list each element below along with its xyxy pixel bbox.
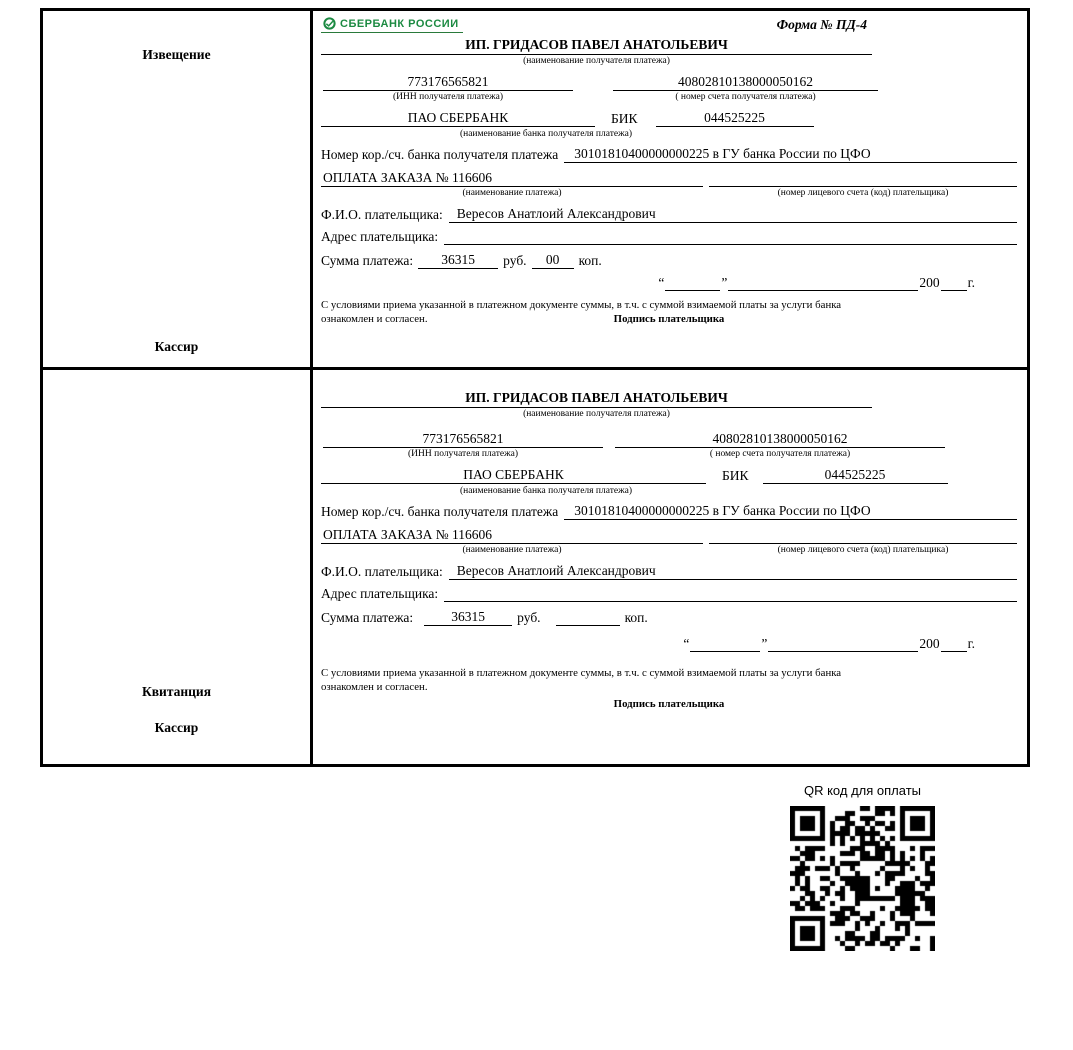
- amount-rub-receipt: 36315: [424, 608, 512, 626]
- year-prefix-receipt: 200: [919, 636, 940, 651]
- year-blank-receipt: [941, 638, 967, 652]
- account-caption: ( номер счета получателя платежа): [675, 92, 816, 102]
- pd4-form: [40, 8, 1030, 767]
- payer-label: Ф.И.О. плательщика:: [321, 207, 443, 222]
- sberbank-logo-text: СБЕРБАНК РОССИИ: [340, 17, 459, 30]
- terms-block-receipt: [321, 666, 1017, 694]
- notice-section: [40, 8, 1030, 370]
- date-month-blank-receipt: [768, 638, 918, 652]
- address-label: Адрес плательщика:: [321, 229, 439, 244]
- receipt-section: [40, 367, 1030, 767]
- corr-label: Номер кор./сч. банка получателя платежа: [321, 147, 559, 162]
- sberbank-logo: [321, 17, 463, 33]
- terms-line1: С условиями приема указанной в платежном документе суммы, в т.ч. с суммой взимаемой платы за услуги банка: [321, 299, 842, 311]
- account-cell-receipt: [615, 430, 945, 461]
- inn-account-row: [321, 73, 1017, 104]
- open-quote: “: [658, 275, 665, 290]
- amount-rub: 36315: [418, 251, 498, 269]
- personal-account-caption-receipt: (номер лицевого счета (код) плательщика): [777, 545, 949, 555]
- qr-label: QR код для оплаты: [803, 783, 921, 798]
- address-row-receipt: [321, 585, 1017, 602]
- bik-value-receipt: 044525225: [763, 466, 948, 484]
- close-quote-receipt: ”: [761, 636, 768, 651]
- payment-caption-receipt: (наименование платежа): [462, 545, 562, 555]
- personal-account-caption: (номер лицевого счета (код) плательщика): [777, 188, 949, 198]
- date-day-blank: [665, 277, 720, 291]
- amount-label-receipt: Сумма платежа:: [321, 610, 414, 625]
- receipt-body: [313, 370, 1027, 764]
- address-blank: [444, 228, 1017, 245]
- payee-caption: (наименование получателя платежа): [523, 56, 670, 66]
- inn-value: 773176565821: [323, 73, 573, 91]
- receipt-left-column: [43, 370, 313, 764]
- account-caption-receipt: ( номер счета получателя платежа): [709, 449, 851, 459]
- date-day-blank-receipt: [690, 638, 760, 652]
- account-cell: [613, 73, 878, 104]
- bank-row: [321, 109, 1017, 127]
- bank-row-receipt: [321, 466, 1017, 484]
- address-blank-receipt: [444, 585, 1017, 602]
- signature-label: Подпись плательщика: [613, 313, 725, 325]
- amount-kop: 00: [532, 251, 574, 269]
- terms-line2-row: [321, 312, 1017, 326]
- account-value-receipt: 40802810138000050162: [615, 430, 945, 448]
- year-prefix: 200: [919, 275, 940, 290]
- date-row-receipt: [321, 636, 975, 652]
- purpose-captions-row-receipt: [321, 544, 1017, 557]
- amount-row: [321, 251, 1017, 269]
- bik-value: 044525225: [656, 109, 814, 127]
- address-row: [321, 228, 1017, 245]
- notice-body: [313, 11, 1027, 367]
- terms-line2-receipt: ознакомлен и согласен.: [321, 681, 428, 693]
- corr-account-value: 30101810400000000225 в ГУ банка России по ЦФО: [564, 145, 1017, 163]
- payer-name: Вересов Анатлоий Александрович: [449, 205, 1017, 223]
- bank-name: ПАО СБЕРБАНК: [321, 109, 595, 127]
- payee-name: ИП. ГРИДАСОВ ПАВЕЛ АНАТОЛЬЕВИЧ: [321, 37, 872, 55]
- date-row: [321, 275, 975, 291]
- bik-label-receipt: БИК: [722, 468, 749, 483]
- payer-name-receipt: Вересов Анатлоий Александрович: [449, 562, 1017, 580]
- cashier-label: Кассир: [154, 339, 199, 354]
- kop-label: коп.: [578, 253, 602, 268]
- payee-caption-receipt: (наименование получателя платежа): [523, 409, 670, 419]
- bik-label: БИК: [611, 111, 638, 126]
- amount-kop-receipt: [556, 609, 620, 626]
- rub-label: руб.: [503, 253, 527, 268]
- corr-account-row-receipt: [321, 502, 1017, 520]
- purpose-captions-row: [321, 187, 1017, 200]
- notice-label: Извещение: [142, 47, 211, 62]
- notice-left-column: [43, 11, 313, 367]
- inn-value-receipt: 773176565821: [323, 430, 603, 448]
- purpose-row-receipt: [321, 526, 1017, 544]
- kop-label-receipt: коп.: [624, 610, 648, 625]
- payer-row-receipt: [321, 562, 1017, 580]
- date-month-blank: [728, 277, 918, 291]
- payee-block: [321, 37, 872, 68]
- corr-label-receipt: Номер кор./сч. банка получателя платежа: [321, 504, 559, 519]
- sberbank-logo-icon: [323, 17, 336, 30]
- payer-row: [321, 205, 1017, 223]
- terms-line1-receipt: С условиями приема указанной в платежном документе суммы, в т.ч. с суммой взимаемой платы за услуги банка: [321, 667, 842, 679]
- payment-purpose-receipt: ОПЛАТА ЗАКАЗА № 116606: [321, 526, 703, 544]
- amount-row-receipt: [321, 608, 1017, 626]
- terms-block: [321, 298, 1017, 326]
- signature-label-receipt: Подпись плательщика: [613, 698, 725, 710]
- payee-name-receipt: ИП. ГРИДАСОВ ПАВЕЛ АНАТОЛЬЕВИЧ: [321, 390, 872, 408]
- receipt-label: Квитанция: [141, 684, 212, 699]
- inn-account-row-receipt: [321, 430, 1017, 461]
- cashier-label-receipt: Кассир: [154, 720, 199, 735]
- bank-name-receipt: ПАО СБЕРБАНК: [321, 466, 706, 484]
- payment-purpose: ОПЛАТА ЗАКАЗА № 116606: [321, 169, 703, 187]
- form-title: Форма № ПД-4: [776, 17, 867, 32]
- purpose-row: [321, 169, 1017, 187]
- notice-header: [321, 17, 1017, 33]
- qr-block: [790, 783, 935, 951]
- personal-account-blank: [709, 170, 1017, 187]
- payee-block-receipt: [321, 390, 872, 421]
- amount-label: Сумма платежа:: [321, 253, 414, 268]
- account-value: 40802810138000050162: [613, 73, 878, 91]
- rub-label-receipt: руб.: [517, 610, 541, 625]
- corr-account-row: [321, 145, 1017, 163]
- terms-line2: ознакомлен и согласен.: [321, 313, 428, 325]
- inn-caption: (ИНН получателя платежа): [392, 92, 504, 102]
- inn-cell-receipt: [323, 430, 603, 461]
- corr-account-value-receipt: 30101810400000000225 в ГУ банка России по ЦФО: [564, 502, 1017, 520]
- payment-caption: (наименование платежа): [462, 188, 562, 198]
- payer-label-receipt: Ф.И.О. плательщика:: [321, 564, 443, 579]
- personal-account-blank-receipt: [709, 527, 1017, 544]
- open-quote-receipt: “: [683, 636, 690, 651]
- year-suffix: г.: [967, 275, 975, 290]
- inn-cell: [323, 73, 573, 104]
- bank-caption-receipt: (наименование банка получателя платежа): [459, 486, 633, 496]
- close-quote: ”: [721, 275, 728, 290]
- year-suffix-receipt: г.: [967, 636, 975, 651]
- qr-code: [790, 806, 935, 951]
- year-blank: [941, 277, 967, 291]
- inn-caption-receipt: (ИНН получателя платежа): [407, 449, 519, 459]
- bank-caption: (наименование банка получателя платежа): [459, 129, 633, 139]
- address-label-receipt: Адрес плательщика:: [321, 586, 439, 601]
